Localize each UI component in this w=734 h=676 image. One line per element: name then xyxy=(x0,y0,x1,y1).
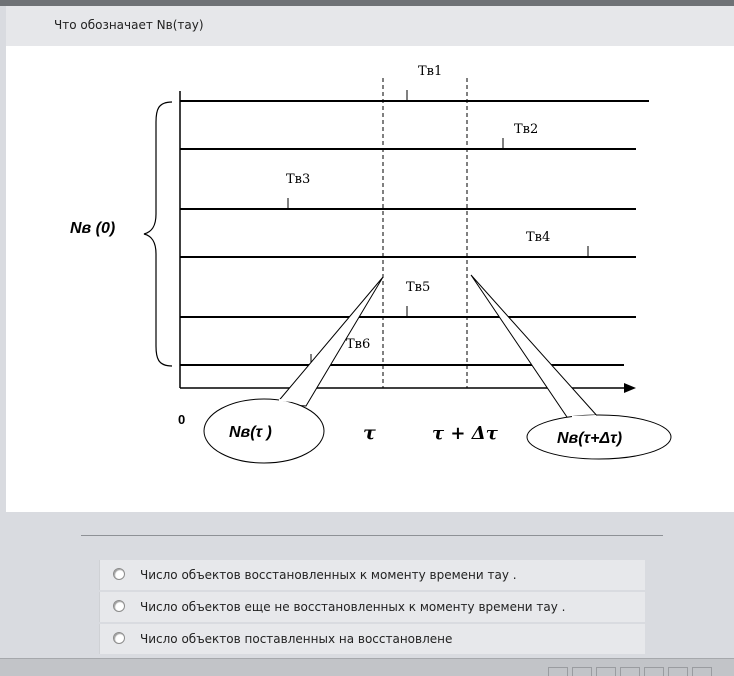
object-label-3: Тв3 xyxy=(286,172,311,187)
divider xyxy=(81,535,663,536)
question-header xyxy=(6,6,734,46)
curly-brace xyxy=(144,102,172,366)
tau-label: τ xyxy=(363,422,376,444)
brace-label: Nв (0) xyxy=(70,220,116,237)
callout-right-pointer xyxy=(471,275,599,420)
bottom-toolbar-edge xyxy=(0,658,734,676)
object-label-5: Тв5 xyxy=(406,280,431,295)
origin-label: 0 xyxy=(178,412,186,427)
answer-label: Число объектов еще не восстановленных к моменту времени тау . xyxy=(140,600,566,614)
radio-button[interactable] xyxy=(113,568,125,580)
figure-panel xyxy=(6,46,734,512)
radio-button[interactable] xyxy=(113,632,125,644)
answer-option-2[interactable] xyxy=(99,592,645,622)
callout-right-mask xyxy=(572,416,596,417)
object-label-4: Тв4 xyxy=(526,230,551,245)
answer-option-1[interactable] xyxy=(99,560,645,590)
callout-left-label: Nв(τ ) xyxy=(229,424,272,441)
object-label-6: Тв6 xyxy=(346,337,371,352)
question-text: Что обозначает Nв(тау) xyxy=(54,18,204,32)
answer-list xyxy=(99,560,645,656)
object-label-1: Тв1 xyxy=(418,64,443,79)
answer-label: Число объектов восстановленных к моменту времени тау . xyxy=(140,568,517,582)
answer-option-3[interactable] xyxy=(99,624,645,654)
x-axis-arrow xyxy=(624,383,636,393)
object-label-2: Тв2 xyxy=(514,122,539,137)
answer-label: Число объектов поставленных на восстановлене xyxy=(140,632,453,646)
reliability-diagram xyxy=(6,46,734,512)
radio-button[interactable] xyxy=(113,600,125,612)
tau-dt-label: τ + Δτ xyxy=(432,423,498,444)
callout-right-label: Nв(τ+Δτ) xyxy=(557,430,623,447)
